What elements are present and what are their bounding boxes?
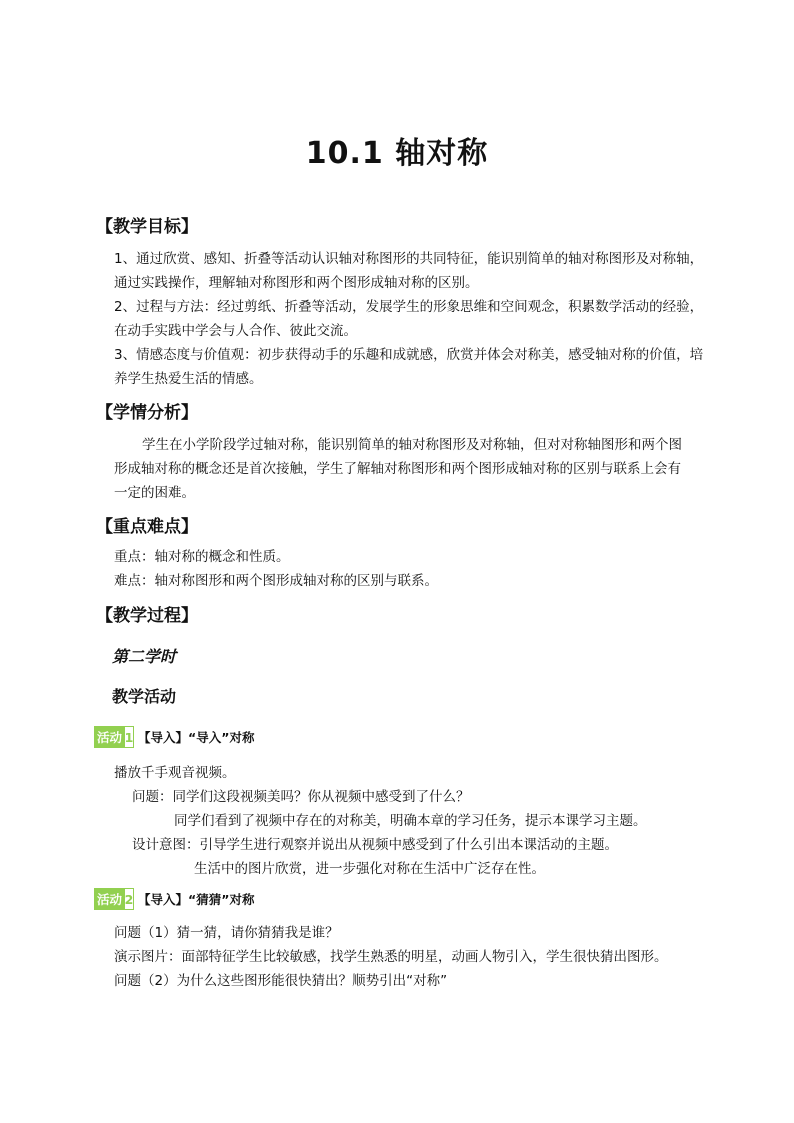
analysis-line-3: 一定的困难。 (114, 485, 195, 501)
activity-2-header (94, 888, 254, 910)
activity-1-line-4: 设计意图：引导学生进行观察并说出从视频中感受到了什么引出本课活动的主题。 (132, 837, 618, 853)
activity-1-line-3: 同学们看到了视频中存在的对称美，明确本章的学习任务，提示本课学习主题。 (174, 813, 647, 829)
activity-2-line-1: 问题（1）猜一猜，请你猜猜我是谁？ (114, 925, 339, 941)
section-heading-process: 【教学过程】 (96, 606, 198, 626)
section-heading-analysis: 【学情分析】 (96, 403, 198, 423)
activities-title: 教学活动 (112, 687, 177, 706)
activity-title: 【导入】“导入”对称 (138, 730, 255, 745)
goals-line-3: 2、过程与方法：经过剪纸、折叠等活动，发展学生的形象思维和空间观念，积累数学活动的经验， (114, 299, 704, 315)
lesson-label: 第二学时 (112, 647, 177, 666)
keypoint-line-2: 难点：轴对称图形和两个图形成轴对称的区别与联系。 (114, 573, 438, 589)
activity-number: 2 (124, 888, 134, 910)
activity-1-line-5: 生活中的图片欣赏，进一步强化对称在生活中广泛存在性。 (194, 861, 545, 877)
goals-line-6: 养学生热爱生活的情感。 (114, 371, 263, 387)
activity-number: 1 (124, 726, 134, 748)
activity-title: 【导入】“猜猜”对称 (138, 892, 255, 907)
goals-line-2: 通过实践操作，理解轴对称图形和两个图形成轴对称的区别。 (114, 275, 479, 291)
section-heading-goals: 【教学目标】 (96, 217, 198, 237)
activity-1-line-1: 播放千手观音视频。 (114, 765, 236, 781)
activity-badge: 活动 (94, 726, 124, 748)
analysis-line-2: 形成轴对称的概念还是首次接触，学生了解轴对称图形和两个图形成轴对称的区别与联系上会有 (114, 461, 681, 477)
goals-line-4: 在动手实践中学会与人合作、彼此交流。 (114, 323, 357, 339)
goals-line-1: 1、通过欣赏、感知、折叠等活动认识轴对称图形的共同特征，能识别简单的轴对称图形及对称轴， (114, 251, 704, 267)
keypoint-line-1: 重点：轴对称的概念和性质。 (114, 549, 290, 565)
activity-1-line-2: 问题：同学们这段视频美吗？你从视频中感受到了什么？ (132, 789, 470, 805)
activity-2-line-2: 演示图片：面部特征学生比较敏感，找学生熟悉的明星，动画人物引入，学生很快猜出图形。 (114, 949, 668, 965)
document-title: 10.1 轴对称 (305, 136, 489, 171)
activity-2-line-3: 问题（2）为什么这些图形能很快猜出？顺势引出“对称” (114, 973, 448, 989)
activity-badge: 活动 (94, 888, 124, 910)
section-heading-keypoints: 【重点难点】 (96, 517, 198, 537)
goals-line-5: 3、情感态度与价值观：初步获得动手的乐趣和成就感，欣赏并体会对称美，感受轴对称的价值，培 (114, 347, 704, 363)
activity-1-header (94, 726, 254, 748)
analysis-line-1: 学生在小学阶段学过轴对称，能识别简单的轴对称图形及对称轴，但对对称轴图形和两个图 (142, 437, 682, 453)
